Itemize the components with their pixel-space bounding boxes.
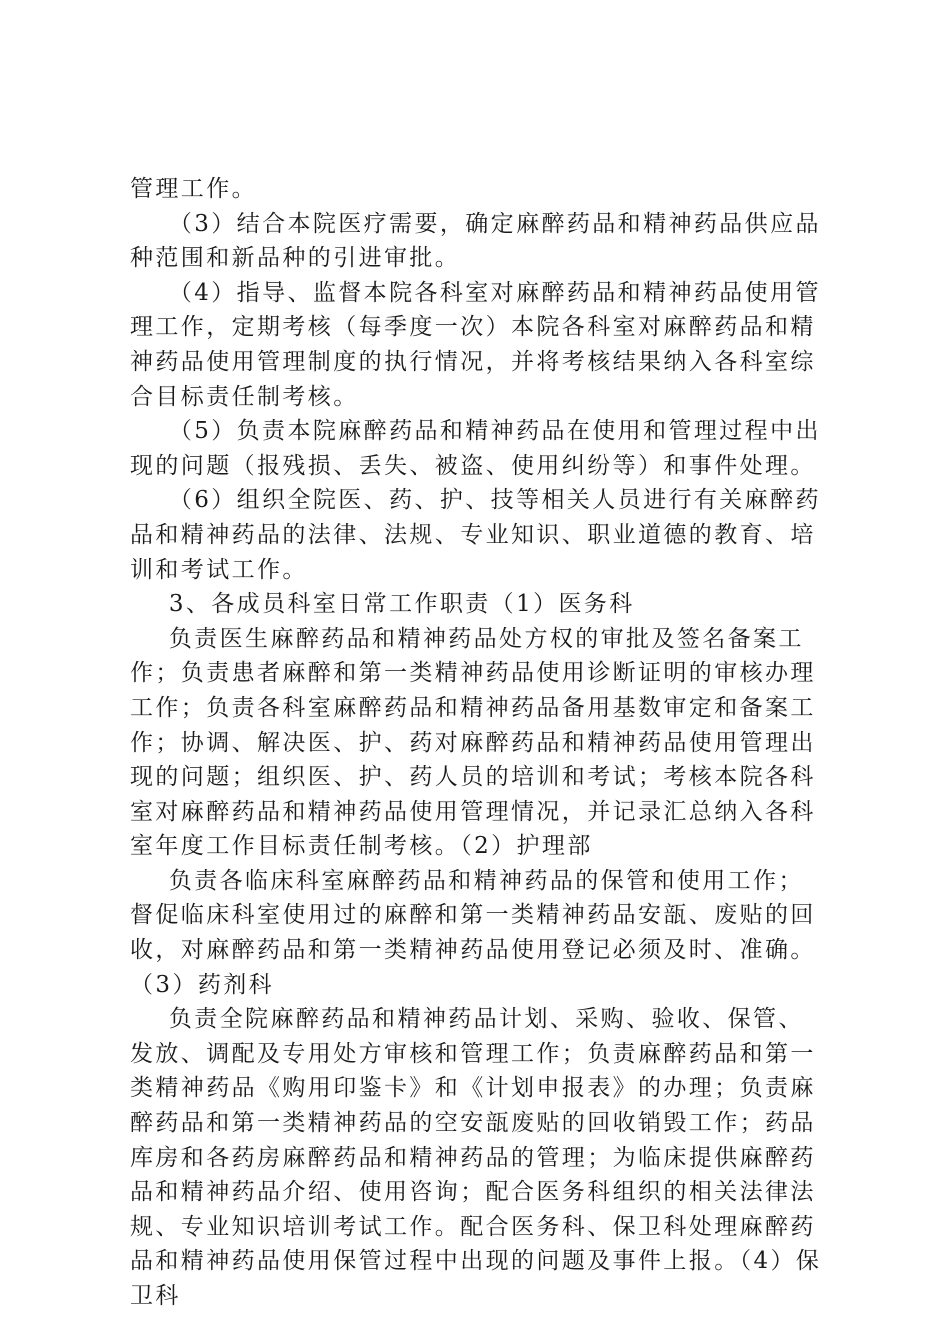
text-line: 规、专业知识培训考试工作。配合医务科、保卫科处理麻醉药 bbox=[130, 1213, 816, 1240]
text-line: 室对麻醉药品和精神药品使用管理情况，并记录汇总纳入各科 bbox=[130, 798, 816, 825]
text-line: 负责医生麻醉药品和精神药品处方权的审批及签名备案工 bbox=[130, 625, 804, 652]
text-line: 训和考试工作。 bbox=[130, 556, 308, 583]
text-line: 发放、调配及专用处方审核和管理工作；负责麻醉药品和第一 bbox=[130, 1040, 816, 1067]
text-line: 负责各临床科室麻醉药品和精神药品的保管和使用工作； bbox=[130, 867, 804, 894]
text-line: 作；协调、解决医、护、药对麻醉药品和精神药品使用管理出 bbox=[130, 729, 816, 756]
text-line: 种范围和新品种的引进审批。 bbox=[130, 245, 461, 272]
text-line: 工作；负责各科室麻醉药品和精神药品备用基数审定和备案工 bbox=[130, 694, 816, 721]
text-line: 理工作，定期考核（每季度一次）本院各科室对麻醉药品和精 bbox=[130, 314, 816, 341]
text-line: （3）结合本院医疗需要，确定麻醉药品和精神药品供应品 bbox=[130, 210, 821, 237]
text-line: （4）指导、监督本院各科室对麻醉药品和精神药品使用管 bbox=[130, 279, 821, 306]
text-line: 作；负责患者麻醉和第一类精神药品使用诊断证明的审核办理 bbox=[130, 660, 816, 687]
section-heading: 3、各成员科室日常工作职责（1）医务科 bbox=[130, 591, 635, 618]
text-line: 合目标责任制考核。 bbox=[130, 383, 359, 410]
text-line: 卫科 bbox=[130, 1283, 181, 1309]
text-line: 督促临床科室使用过的麻醉和第一类精神药品安瓿、废贴的回 bbox=[130, 902, 816, 929]
text-line: （5）负责本院麻醉药品和精神药品在使用和管理过程中出 bbox=[130, 418, 821, 445]
text-line: 品和精神药品使用保管过程中出现的问题及事件上报。（4）保 bbox=[130, 1248, 822, 1275]
text-line: 室年度工作目标责任制考核。（2）护理部 bbox=[130, 833, 593, 860]
text-line: 负责全院麻醉药品和精神药品计划、采购、验收、保管、 bbox=[130, 1006, 804, 1033]
text-line: 品和精神药品的法律、法规、专业知识、职业道德的教育、培 bbox=[130, 521, 816, 548]
text-line: 品和精神药品介绍、使用咨询；配合医务科组织的相关法律法 bbox=[130, 1179, 816, 1206]
text-line: 类精神药品《购用印鉴卡》和《计划申报表》的办理；负责麻 bbox=[130, 1075, 816, 1102]
document-body bbox=[130, 172, 835, 1314]
text-line: 醉药品和第一类精神药品的空安瓿废贴的回收销毁工作；药品 bbox=[130, 1110, 816, 1137]
text-line: 神药品使用管理制度的执行情况，并将考核结果纳入各科室综 bbox=[130, 348, 816, 375]
text-line: 现的问题；组织医、护、药人员的培训和考试；考核本院各科 bbox=[130, 764, 816, 791]
text-line: 收，对麻醉药品和第一类精神药品使用登记必须及时、准确。 bbox=[130, 937, 816, 964]
text-line: 库房和各药房麻醉药品和精神药品的管理；为临床提供麻醉药 bbox=[130, 1144, 816, 1171]
text-line: 管理工作。 bbox=[130, 176, 257, 202]
text-line: 现的问题（报残损、丢失、被盗、使用纠纷等）和事件处理。 bbox=[130, 452, 816, 479]
text-line: （3）药剂科 bbox=[130, 971, 275, 998]
text-line: （6）组织全院医、药、护、技等相关人员进行有关麻醉药 bbox=[130, 487, 821, 514]
